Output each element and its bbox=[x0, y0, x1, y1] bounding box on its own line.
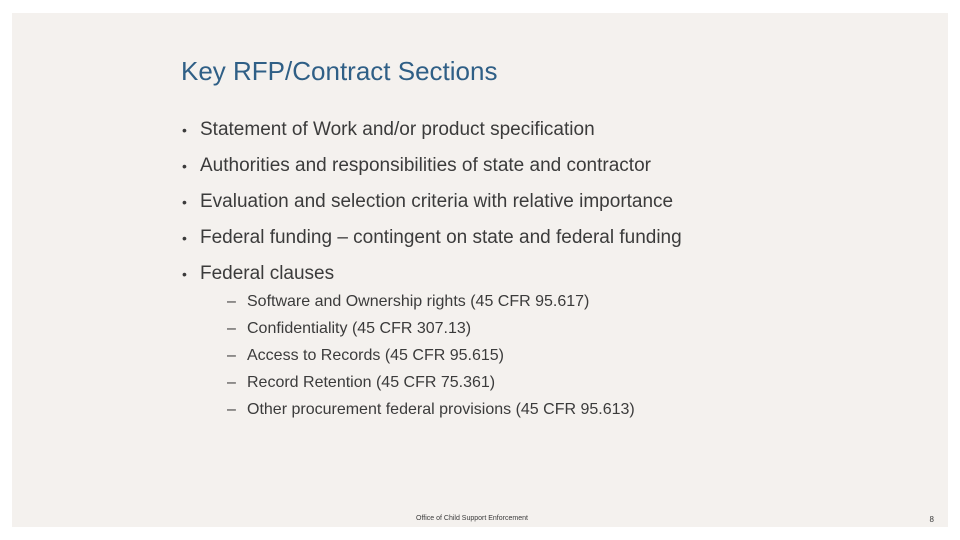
slide bbox=[12, 13, 948, 527]
sub-bullet-text: Confidentiality (45 CFR 307.13) bbox=[247, 320, 472, 337]
sub-bullet-item bbox=[227, 318, 635, 345]
page-number: 8 bbox=[929, 515, 934, 524]
bullet-text: Federal funding – contingent on state and federal funding bbox=[200, 227, 682, 248]
sub-bullet-item bbox=[227, 399, 635, 426]
sub-bullet-item bbox=[227, 372, 635, 399]
bullet-list bbox=[182, 116, 682, 296]
sub-bullet-marker: – bbox=[227, 401, 236, 418]
bullet-marker: • bbox=[182, 266, 187, 282]
bullet-item bbox=[182, 152, 682, 188]
bullet-text: Statement of Work and/or product specification bbox=[200, 119, 595, 140]
bullet-marker: • bbox=[182, 158, 187, 174]
sub-bullet-item bbox=[227, 345, 635, 372]
sub-bullet-list bbox=[227, 291, 635, 426]
bullet-item bbox=[182, 188, 682, 224]
sub-bullet-marker: – bbox=[227, 374, 236, 391]
sub-bullet-text: Record Retention (45 CFR 75.361) bbox=[247, 374, 496, 391]
footer-text: Office of Child Support Enforcement bbox=[416, 515, 528, 522]
sub-bullet-marker: – bbox=[227, 347, 236, 364]
bullet-marker: • bbox=[182, 194, 187, 210]
bullet-item bbox=[182, 116, 682, 152]
sub-bullet-marker: – bbox=[227, 320, 236, 337]
bullet-text: Evaluation and selection criteria with relative importance bbox=[200, 191, 674, 212]
sub-bullet-item bbox=[227, 291, 635, 318]
bullet-marker: • bbox=[182, 122, 187, 138]
bullet-text: Authorities and responsibilities of state and contractor bbox=[200, 155, 651, 176]
bullet-marker: • bbox=[182, 230, 187, 246]
sub-bullet-text: Other procurement federal provisions (45 CFR 95.613) bbox=[247, 401, 635, 418]
bullet-text: Federal clauses bbox=[200, 263, 335, 284]
sub-bullet-marker: – bbox=[227, 293, 236, 310]
bullet-item bbox=[182, 224, 682, 260]
slide-title: Key RFP/Contract Sections bbox=[181, 56, 498, 86]
sub-bullet-text: Software and Ownership rights (45 CFR 95.617) bbox=[247, 293, 590, 310]
sub-bullet-text: Access to Records (45 CFR 95.615) bbox=[247, 347, 504, 364]
